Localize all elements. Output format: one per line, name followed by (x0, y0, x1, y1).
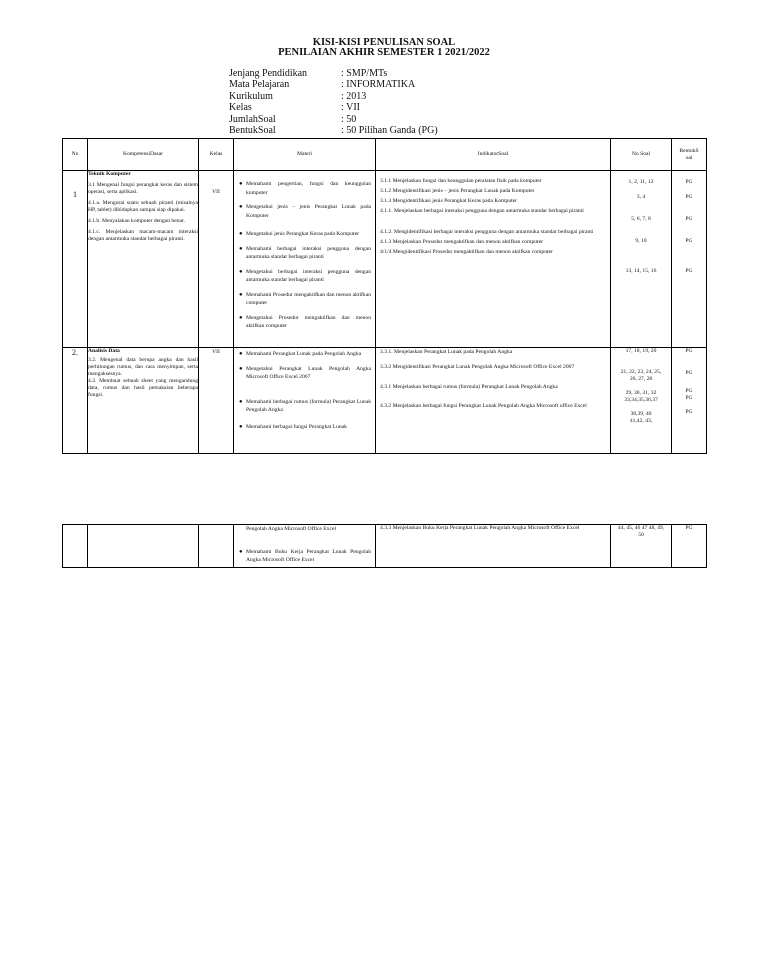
info-value: : 50 Pilihan Ganda (PG) (341, 125, 438, 137)
materi-continued: Pengolah Angka Microsoft Office Excel (246, 526, 336, 532)
kd-item: 4.1.c. Menjelaskan macam-macam interaksi dengan antarmuka standar berbagai piranti. (88, 229, 198, 242)
row-bentuk-soal (672, 348, 707, 454)
info-label: Jenjang Pendidikan (229, 68, 308, 79)
row-materi (234, 348, 376, 454)
info-label: BentukSoal (229, 125, 276, 137)
kd-item: 4.1.b. Menyalakan komputer dengan benar. (88, 218, 185, 224)
bentuk-soal-item: PG (685, 409, 693, 415)
kd-item: 3.2. Mengenal data berupa angka dan hasil perhitungan rumus, dan cara menyimpan, serta mengaksesnya. (88, 357, 198, 377)
header-bentuk-part1: BentukS (679, 147, 699, 154)
row-kelas (199, 525, 234, 568)
indikator-item: 4.1.3 Menjelaskan Prosedur mengaktifkan dan menon aktifkan computer (380, 239, 543, 245)
indikator-item: 3.1.3 Mengidentifikasi jenis Perangkat Keras pada Komputer (380, 198, 518, 204)
bentuk-soal-item: PG (685, 388, 693, 394)
indikator-item: 4.3.3 Menjelaskan Buku Kerja Perangkat Lunak Pengolah Angka Microsoft Office Excel (380, 525, 580, 531)
materi-item: ● Memahami berbagai fungsi Perangkat Lunak (236, 423, 371, 432)
info-value: : 50 (341, 113, 357, 125)
row-no-soal (611, 348, 672, 454)
bentuk-soal-item: PG (685, 216, 693, 222)
info-label: Mata Pelajaran (229, 79, 290, 91)
info-value: : VII (341, 102, 360, 114)
row-indikator (376, 171, 611, 348)
header-no: No (63, 139, 88, 171)
no-soal-item: 29, 30, 31, 32 (625, 390, 657, 396)
row-materi (234, 171, 376, 348)
row-no (63, 525, 88, 568)
header-kompetensi-dasar: KompetensiDasar (88, 139, 199, 171)
info-row-jenjang (229, 68, 438, 79)
kd-item: 3.1 Mengenal fungsi perangkat keras dan sistem operasi, serta aplikasi. (88, 182, 198, 195)
header-bentuk-part2: oal (685, 154, 693, 161)
row-bentuk-soal (672, 525, 707, 568)
table-row (63, 525, 707, 568)
materi-item: ● Mengetahui jenis Perangkat Keras pada Komputer (236, 230, 371, 239)
bentuk-soal-item: PG (685, 268, 693, 274)
info-row-bentuk-soal (229, 125, 438, 136)
row-kompetensi-dasar (88, 525, 199, 568)
kd-title: Analisis Data (88, 348, 120, 354)
row-indikator (376, 525, 611, 568)
kisi-table-continued (62, 524, 707, 568)
table-header-row (63, 139, 707, 171)
row-kelas: VII (199, 171, 234, 348)
info-row-kelas (229, 102, 438, 113)
no-soal-item: 1, 2, 11, 12 (628, 179, 654, 185)
no-soal-item: 9, 10 (635, 238, 647, 244)
row-no-soal (611, 525, 672, 568)
row-kelas: VII (199, 348, 234, 454)
info-row-kurikulum (229, 91, 438, 102)
materi-item: ● Memahami pengertian, fungsi dan keunggulan komputer (236, 180, 371, 197)
no-soal-item: 38,39, 40 (630, 411, 652, 417)
kd-title: Teknik Komputer (88, 171, 131, 177)
no-soal-item: 3, 4 (636, 194, 646, 200)
document-title: KISI-KISI PENULISAN SOAL (312, 37, 456, 48)
materi-item: ● Memahami Prosedur mengaktifkan dan menon aktifkan computer (236, 291, 371, 308)
info-row-mapel (229, 79, 438, 90)
row-indikator (376, 348, 611, 454)
materi-item: ● Mengetahui Prosedur mengaktifkan dan menon aktifkan computer (236, 314, 371, 331)
row-kompetensi-dasar (88, 348, 199, 454)
table-row (63, 171, 707, 348)
indikator-item: 4.3.1 Menjelaskan berbagai rumus (formula) Perangkat Lunak Pengolah Angka (380, 384, 558, 390)
materi-item: ● Mengetahui jenis – jenis Perangkat Lunak pada Komputer (236, 203, 371, 220)
header-bentuk-soal (672, 139, 707, 171)
indikator-item: 4/1/4 Mengidentifikasi Prosedur mengaktifkan dan menon aktifkan computer (380, 249, 553, 255)
table-row (63, 348, 707, 454)
row-no: 1 (63, 171, 88, 348)
no-soal-item: 21, 22, 23, 24, 25, 26, 27, 28 (620, 369, 662, 382)
no-soal-item: 41,42, 43, (629, 418, 653, 424)
materi-item: ● Memahami Perangkat Lunak pada Pengolah Angka (236, 350, 371, 359)
info-value: : INFORMATIKA (341, 79, 416, 91)
kd-item: 4.1.a. Mengurai suatu sebuah piranti (misalnya HP, tablet) dibidupkan sampai siap dipakai. (88, 200, 198, 213)
indikator-item: 3.1.2 Mengidentifikasi jenis – jenis Perangkat Lunak pada Komputer (380, 188, 535, 194)
materi-item: ● Mengetahui Perangkat Lunak Pengolah Angka Microsoft Office Excel 2007 (236, 365, 371, 382)
no-soal-item: 5, 6, 7, 8 (631, 216, 651, 222)
bentuk-soal-item: PG (685, 179, 693, 185)
bentuk-soal-item: PG (685, 238, 693, 244)
indikator-item: 4.1.1. Menjelaskan berbagai interaksi pengguna dengan antarmuka standar berbagai piranti (380, 208, 584, 214)
document-subtitle: PENILAIAN AKHIR SEMESTER 1 2021/2022 (278, 47, 490, 58)
info-label: JumlahSoal (229, 113, 276, 125)
no-soal-item: 33,34,35,36,37 (624, 397, 658, 403)
bentuk-soal-item: PG (685, 194, 693, 200)
header-kelas: Kelas (199, 139, 234, 171)
kd-item: 4.2. Membuat sebuah sheet yang mengandung data, rumus dan hasil pemakaian beberapa fungsi. (88, 378, 198, 398)
indikator-item: 4.3.2 Menjelaskan berbagai fungsi Perangkat Lunak Pengolah Angka Microsoft office Excel (380, 403, 587, 409)
info-label: Kurikulum (229, 90, 273, 102)
row-materi (234, 525, 376, 568)
header-no-soal: No Soal (611, 139, 672, 171)
bentuk-soal-item: PG (685, 348, 693, 354)
row-kompetensi-dasar (88, 171, 199, 348)
indikator-item: 3.3.1. Menjelaskan Perangkat Lunak pada Pengolah Angka (380, 349, 513, 355)
materi-item: ● Memahami berbagai rumus (formula) Perangkat Lunak Pengolah Angka (236, 398, 371, 415)
info-row-jumlah-soal (229, 114, 438, 125)
row-no-soal (611, 171, 672, 348)
header-materi: Materi (234, 139, 376, 171)
info-value: : 2013 (341, 90, 367, 102)
materi-item: ● Mengetahui berbagai interaksi pengguna dengan antarmuka standar berbagai piranti (236, 268, 371, 285)
no-soal-item: 44, 45, 46 47 48, 49, 50 (617, 525, 665, 538)
no-soal-item: 13, 14, 15, 16 (625, 268, 657, 274)
info-value: : SMP/MTs (341, 68, 388, 79)
row-no: 2. (63, 348, 88, 454)
indikator-item: 3.3.2 Mengidentifikasi Perangkat Lunak Pengolah Angka Microsoft Office Excel 2007 (380, 364, 575, 370)
bentuk-soal-item: PG (685, 370, 693, 376)
materi-item: ● Memahami berbagai interaksi pengguna dengan antarmuka standar berbagai piranti (236, 245, 371, 262)
materi-item: ● Memahami Buku Kerja Perangkat Lunak Pengolah Angka Microsoft Office Excel (236, 548, 371, 565)
document-info (229, 68, 438, 136)
bentuk-soal-item: PG (685, 395, 693, 401)
info-label: Kelas (229, 102, 252, 114)
row-bentuk-soal (672, 171, 707, 348)
indikator-item: 3.1.1 Menjelaskan fungsi dan keunggulan peralatan fisik pada komputer (380, 178, 542, 184)
kisi-table (62, 138, 707, 454)
no-soal-item: 17, 18, 19, 20 (625, 348, 657, 354)
bentuk-soal-item: PG (685, 525, 693, 531)
header-indikator-soal: IndikatorSoal (376, 139, 611, 171)
indikator-item: 4.1.2. Mengidentifikasi berbagai interaksi pengguna dengan antarmuka standar berbagai piranti (380, 229, 594, 235)
